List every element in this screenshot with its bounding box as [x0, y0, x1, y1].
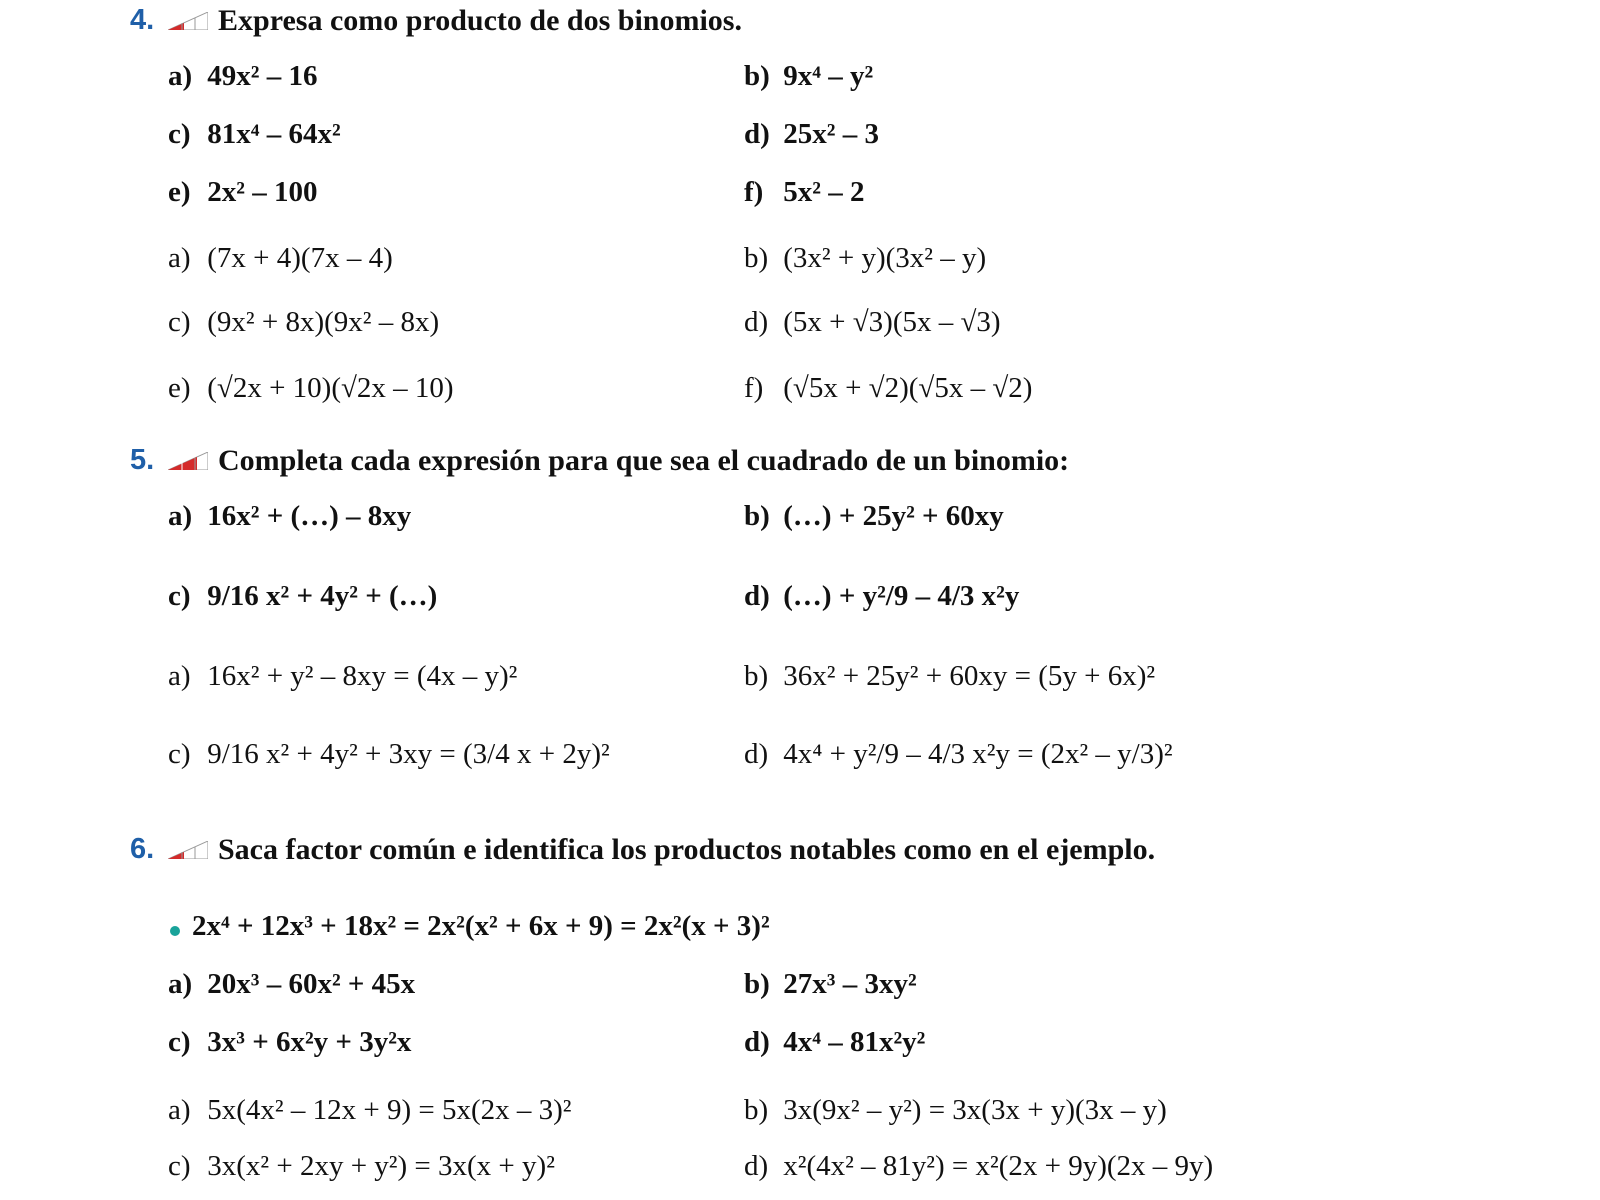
exercise-6-title: Saca factor común e identifica los productos notables como en el ejemplo. — [218, 833, 1156, 866]
exercise-5-item-b: b) (…) + 25y² + 60xy — [744, 500, 1004, 532]
exercise-6-item-d: d) 4x⁴ – 81x²y² — [744, 1026, 926, 1058]
difficulty-bars-low-icon — [168, 841, 208, 859]
exercise-6-item-c: c) 3x³ + 6x²y + 3y²x — [168, 1026, 412, 1058]
exercise-4-item-a: a) 49x² – 16 — [168, 60, 318, 92]
exercise-5-item-a: a) 16x² + (…) – 8xy — [168, 500, 412, 532]
exercise-6-example: 2x⁴ + 12x³ + 18x² = 2x²(x² + 6x + 9) = 2x²(x + 3)² — [192, 910, 770, 942]
exercise-6-solution-a: a) 5x(4x² – 12x + 9) = 5x(2x – 3)² — [168, 1094, 572, 1126]
exercise-4-solution-b: b) (3x² + y)(3x² – y) — [744, 242, 987, 274]
exercise-4-solution-f: f) (√5x + √2)(√5x – √2) — [744, 372, 1033, 404]
exercise-4-item-d: d) 25x² – 3 — [744, 118, 879, 150]
exercise-4-item-b: b) 9x⁴ – y² — [744, 60, 874, 92]
exercise-6-number: 6. — [130, 833, 155, 865]
exercise-5-solution-a: a) 16x² + y² – 8xy = (4x – y)² — [168, 660, 518, 692]
exercise-4-solution-a: a) (7x + 4)(7x – 4) — [168, 242, 393, 274]
exercise-6-item-a: a) 20x³ – 60x² + 45x — [168, 968, 416, 1000]
exercise-6-solution-c: c) 3x(x² + 2xy + y²) = 3x(x + y)² — [168, 1150, 555, 1182]
difficulty-bars-high-icon — [168, 452, 208, 470]
exercise-4-solution-d: d) (5x + √3)(5x – √3) — [744, 306, 1001, 338]
exercise-4-solution-c: c) (9x² + 8x)(9x² – 8x) — [168, 306, 440, 338]
exercise-4-item-e: e) 2x² – 100 — [168, 176, 318, 208]
exercise-5-solution-b: b) 36x² + 25y² + 60xy = (5y + 6x)² — [744, 660, 1156, 692]
exercise-5-item-d: d) (…) + y²/9 – 4/3 x²y — [744, 580, 1020, 612]
exercise-5-title: Completa cada expresión para que sea el cuadrado de un binomio: — [218, 444, 1070, 477]
exercise-4-solution-e: e) (√2x + 10)(√2x – 10) — [168, 372, 454, 404]
exercise-5-solution-d: d) 4x⁴ + y²/9 – 4/3 x²y = (2x² – y/3)² — [744, 738, 1173, 770]
exercise-4-number: 4. — [130, 4, 155, 36]
exercise-5-solution-c: c) 9/16 x² + 4y² + 3xy = (3/4 x + 2y)² — [168, 738, 610, 770]
exercise-6-item-b: b) 27x³ – 3xy² — [744, 968, 917, 1000]
exercise-6-solution-d: d) x²(4x² – 81y²) = x²(2x + 9y)(2x – 9y) — [744, 1150, 1214, 1182]
exercise-4-item-f: f) 5x² – 2 — [744, 176, 865, 208]
example-bullet-icon — [170, 926, 180, 936]
exercise-4-title: Expresa como producto de dos binomios. — [218, 4, 742, 37]
exercise-5-item-c: c) 9/16 x² + 4y² + (…) — [168, 580, 438, 612]
difficulty-bars-low-icon — [168, 12, 208, 30]
exercise-6-solution-b: b) 3x(9x² – y²) = 3x(3x + y)(3x – y) — [744, 1094, 1167, 1126]
exercise-5-number: 5. — [130, 444, 155, 476]
exercise-4-item-c: c) 81x⁴ – 64x² — [168, 118, 341, 150]
